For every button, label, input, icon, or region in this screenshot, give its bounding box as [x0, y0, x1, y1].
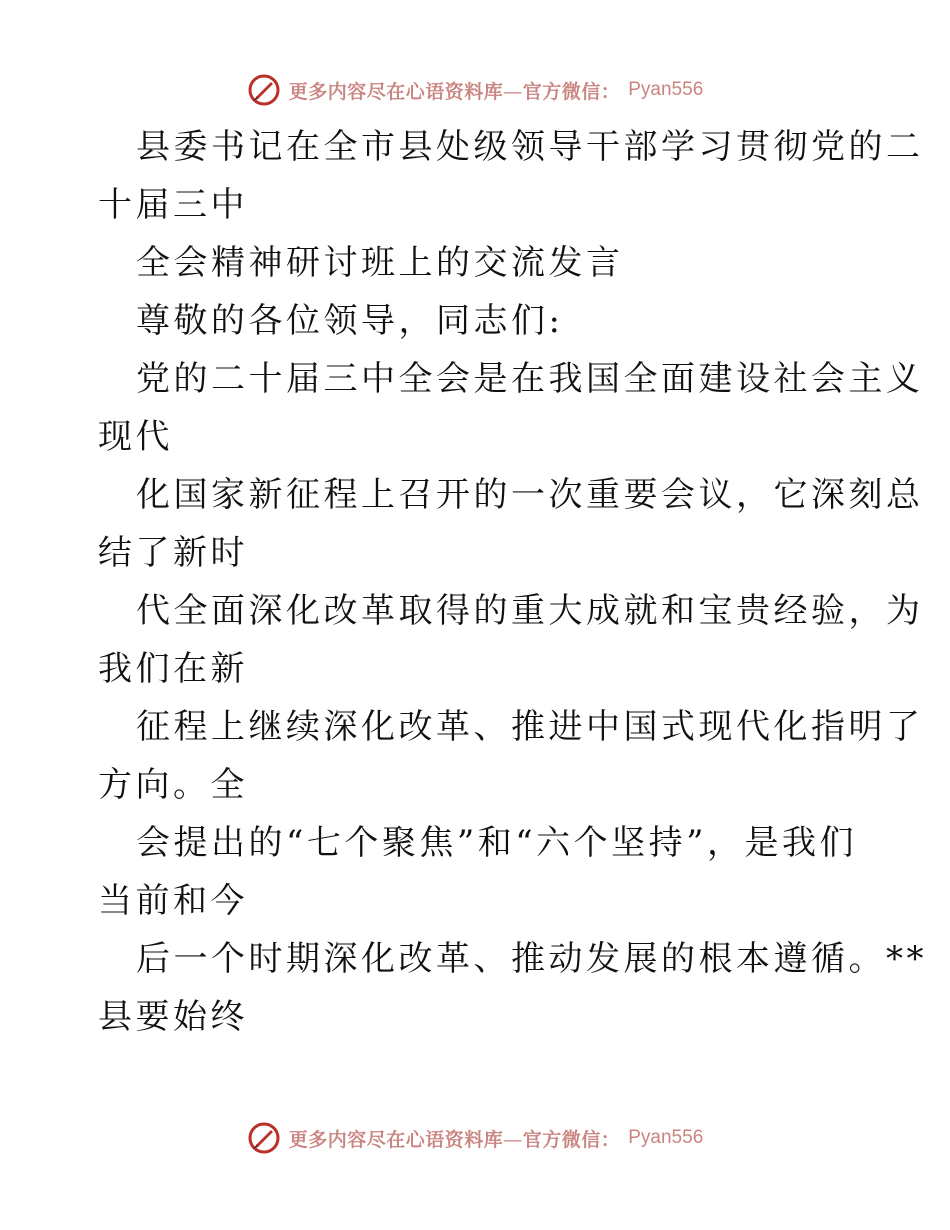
text-line: 会提出的“七个聚焦”和“六个坚持”，是我们: [136, 823, 858, 863]
footer-watermark: [0, 1118, 950, 1158]
watermark-text: 更多内容尽在心语资料库—官方微信：: [288, 80, 621, 103]
text-line: 代全面深化改革取得的重大成就和宝贵经验，为: [136, 591, 924, 631]
quill-pen-logo-icon: [247, 73, 281, 107]
text-line: 征程上继续深化改革、推进中国式现代化指明了: [136, 707, 924, 747]
text-line: 十届三中: [98, 185, 248, 225]
text-line: 县委书记在全市县处级领导干部学习贯彻党的二: [136, 127, 924, 167]
text-line: 尊敬的各位领导，同志们:: [136, 301, 564, 341]
text-line: 方向。全: [98, 765, 248, 805]
text-line: 结了新时: [98, 533, 248, 573]
text-line: 当前和今: [98, 881, 248, 921]
watermark-wechat-id: Pyan556: [628, 79, 704, 100]
text-line: 后一个时期深化改革、推动发展的根本遵循。**: [136, 939, 927, 979]
quill-pen-logo-icon: [247, 1121, 281, 1155]
document-body: [98, 118, 927, 1046]
text-line: 化国家新征程上召开的一次重要会议，它深刻总: [136, 475, 924, 515]
text-line: 全会精神研讨班上的交流发言: [136, 243, 624, 283]
text-line: 党的二十届三中全会是在我国全面建设社会主义: [136, 359, 924, 399]
text-line: 现代: [98, 417, 173, 457]
text-line: 县要始终: [98, 997, 248, 1037]
watermark-wechat-id: Pyan556: [628, 1127, 704, 1148]
watermark-text: 更多内容尽在心语资料库—官方微信：: [288, 1128, 621, 1151]
header-watermark: [0, 70, 950, 110]
text-line: 我们在新: [98, 649, 248, 689]
